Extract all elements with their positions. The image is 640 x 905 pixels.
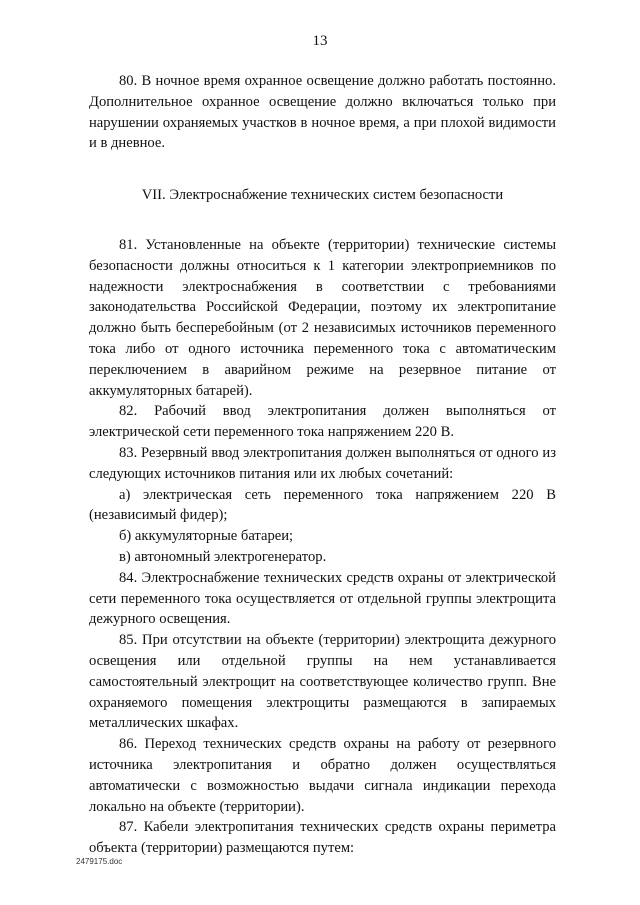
paragraph-80: 80. В ночное время охранное освещение должно работать постоянно. Дополнительное охранное освещение должно включаться только при нарушении охраняемых участков в ночное время, а при плохой видимости и в дневное. — [89, 73, 556, 152]
page-number: 13 — [312, 33, 328, 49]
list-item-a: а) электрическая сеть переменного тока напряжением 220 В (независимый фидер); — [89, 486, 556, 524]
paragraph-82: 82. Рабочий ввод электропитания должен выполняться от электрической сети переменного тока напряжением 220 В. — [89, 403, 556, 441]
section-heading: VII. Электроснабжение технических систем безопасности — [141, 187, 504, 204]
paragraph-87: 87. Кабели электропитания технических средств охраны периметра объекта (территории) размещаются путем: — [89, 819, 556, 857]
paragraph-85: 85. При отсутствии на объекте (территории) электрощита дежурного освещения или отдельной группы на нем устанавливается самостоятельный электрощит на соответствующее количество групп. Вне охраняемого помещения электрощиты размещаются в запираемых металлических шкафах. — [89, 632, 556, 732]
list-item-b: б) аккумуляторные батареи; — [119, 528, 294, 545]
document-filename: 2479175.doc — [76, 857, 123, 866]
paragraph-83: 83. Резервный ввод электропитания должен выполняться от одного из следующих источников питания или их любых сочетаний: — [89, 444, 556, 482]
document-body — [89, 71, 556, 859]
paragraph-86: 86. Переход технических средств охраны на работу от резервного источника электропитания и обратно должен осуществляться автоматически с возможностью выдачи сигнала индикации перехода локально на объекте (территории). — [89, 736, 556, 815]
paragraph-81: 81. Установленные на объекте (территории) технические системы безопасности должны относиться к 1 категории электроприемников по надежности электроснабжения в соответствии с требованиями законодательства Российской Федерации, поэтому их электропитание должно быть бесперебойным (от 2 независимых источников переменного тока либо от одного источника переменного тока с автоматическим переключением в аварийном режиме на резервное питание от аккумуляторных батарей). — [89, 236, 556, 399]
list-item-v: в) автономный электрогенератор. — [119, 548, 327, 565]
paragraph-84: 84. Электроснабжение технических средств охраны от электрической сети переменного тока осуществляется от отдельной группы электрощита дежурного освещения. — [89, 569, 556, 628]
